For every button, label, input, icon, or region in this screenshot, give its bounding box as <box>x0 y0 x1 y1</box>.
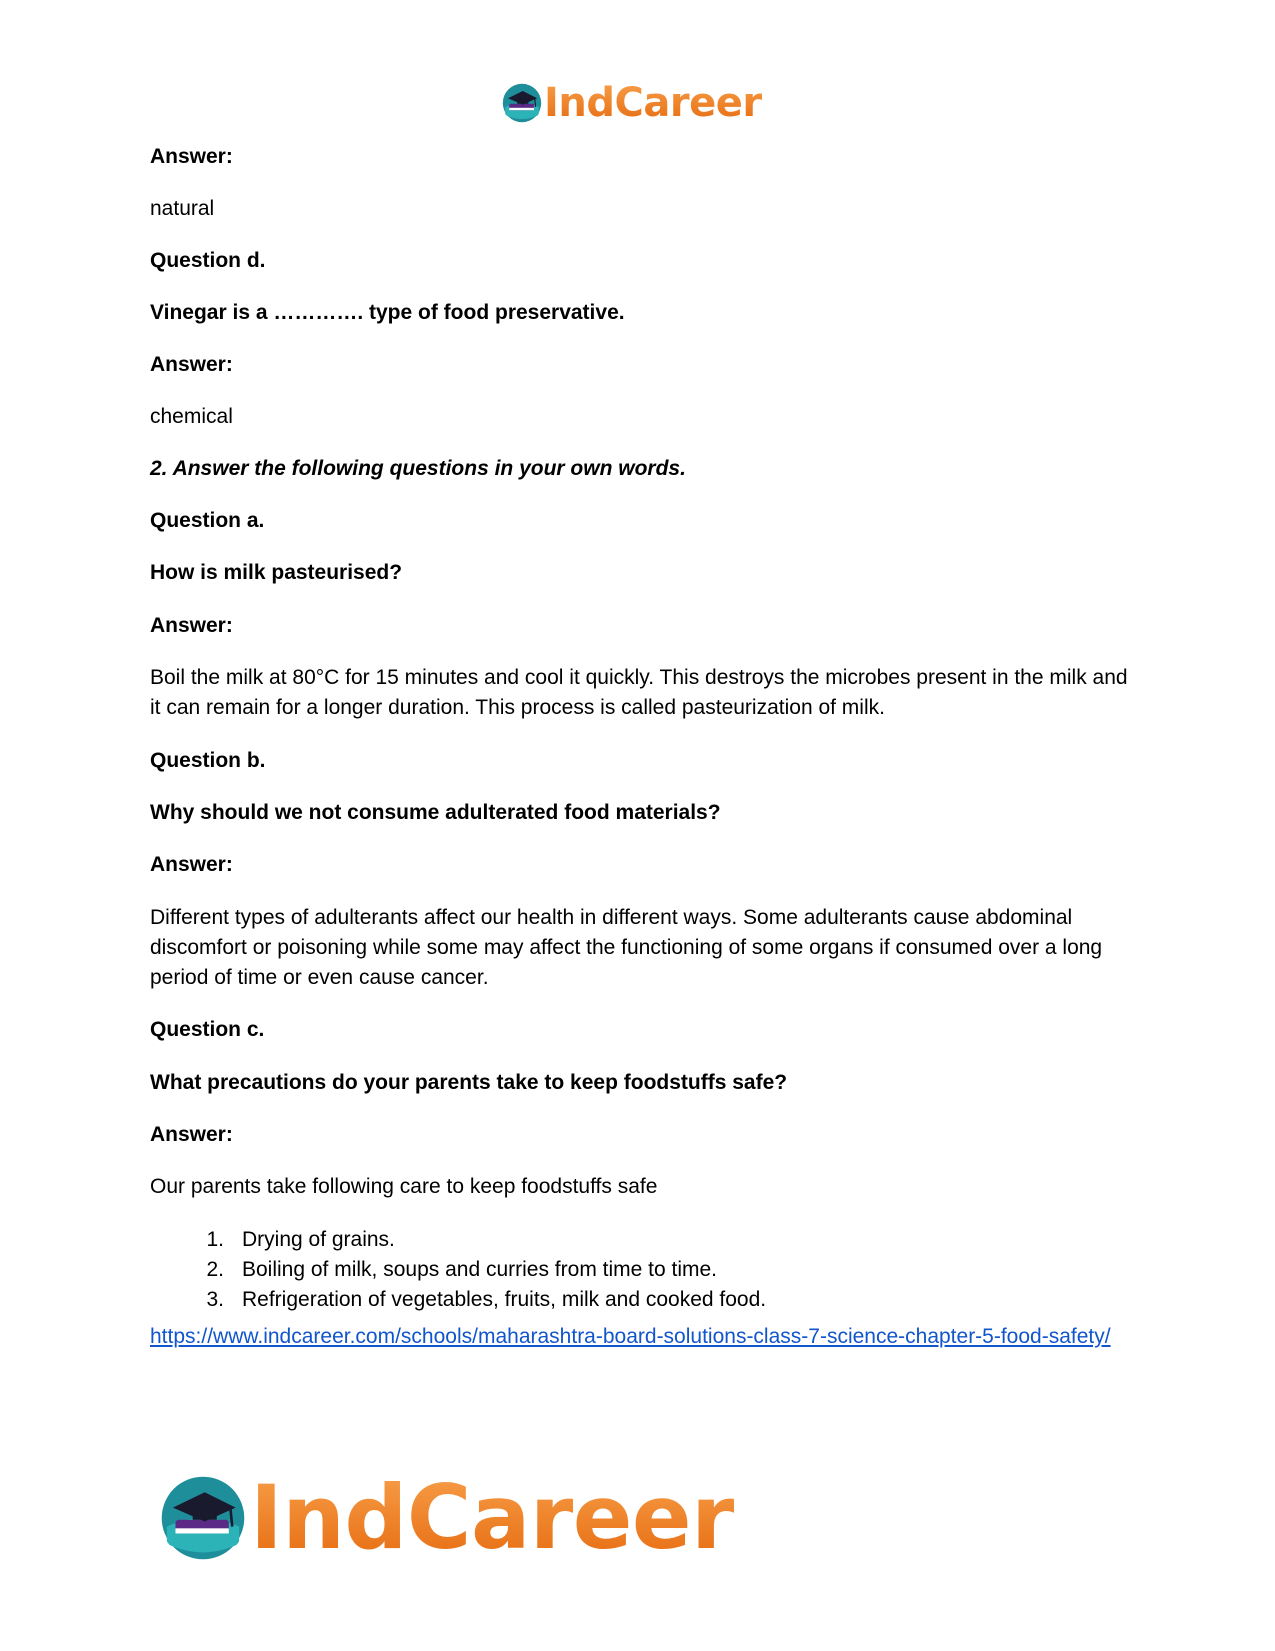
answer-label: Answer: <box>150 614 233 637</box>
list-item-text: Refrigeration of vegetables, fruits, milk and cooked food. <box>242 1288 767 1311</box>
list-item-number: 1. <box>206 1228 224 1251</box>
answer-label: Answer: <box>150 353 233 376</box>
brand-wordmark: IndCareer <box>250 1466 735 1569</box>
answer-label: Answer: <box>150 1123 233 1146</box>
section-heading: 2. Answer the following questions in your own words. <box>150 457 686 480</box>
list-item <box>150 1285 1130 1315</box>
answer-text: Boil the milk at 80°C for 15 minutes and cool it quickly. This destroys the microbes present in the milk and it can remain for a longer duration. This process is called pasteurization of milk. <box>150 666 1128 719</box>
list-item <box>150 1225 1130 1255</box>
question-label: Question b. <box>150 749 266 772</box>
answer-label: Answer: <box>150 145 233 168</box>
question-label: Question a. <box>150 509 265 532</box>
list-item-text: Drying of grains. <box>242 1228 395 1251</box>
answer-text: Our parents take following care to keep foodstuffs safe <box>150 1175 658 1198</box>
answer-text: chemical <box>150 405 233 428</box>
list-item-text: Boiling of milk, soups and curries from time to time. <box>242 1258 718 1281</box>
answer-text: Different types of adulterants affect our health in different ways. Some adulterants cause abdominal discomfort or poisoning while some may affect the functioning of some organs if consumed over a long period of time or even cause cancer. <box>150 906 1103 989</box>
question-text: How is milk pasteurised? <box>150 561 403 584</box>
question-label: Question c. <box>150 1018 265 1041</box>
document-body <box>150 140 1130 1355</box>
graduation-cap-book-globe-icon <box>502 83 542 123</box>
footer-logo <box>160 1468 734 1568</box>
answer-text: natural <box>150 197 215 220</box>
header-logo <box>502 80 762 126</box>
question-text: Vinegar is a …………. type of food preservative. <box>150 301 625 324</box>
source-link[interactable]: https://www.indcareer.com/schools/maharashtra-board-solutions-class-7-science-chapter-5-food-safety/ <box>150 1325 1111 1348</box>
list-item-number: 3. <box>206 1288 224 1311</box>
brand-wordmark: IndCareer <box>544 80 762 126</box>
answer-label: Answer: <box>150 853 233 876</box>
graduation-cap-book-globe-icon <box>160 1475 246 1561</box>
question-label: Question d. <box>150 249 266 272</box>
precautions-list <box>150 1225 1130 1315</box>
list-item <box>150 1255 1130 1285</box>
list-item-number: 2. <box>206 1258 224 1281</box>
question-text: Why should we not consume adulterated food materials? <box>150 801 721 824</box>
question-text: What precautions do your parents take to keep foodstuffs safe? <box>150 1071 788 1094</box>
